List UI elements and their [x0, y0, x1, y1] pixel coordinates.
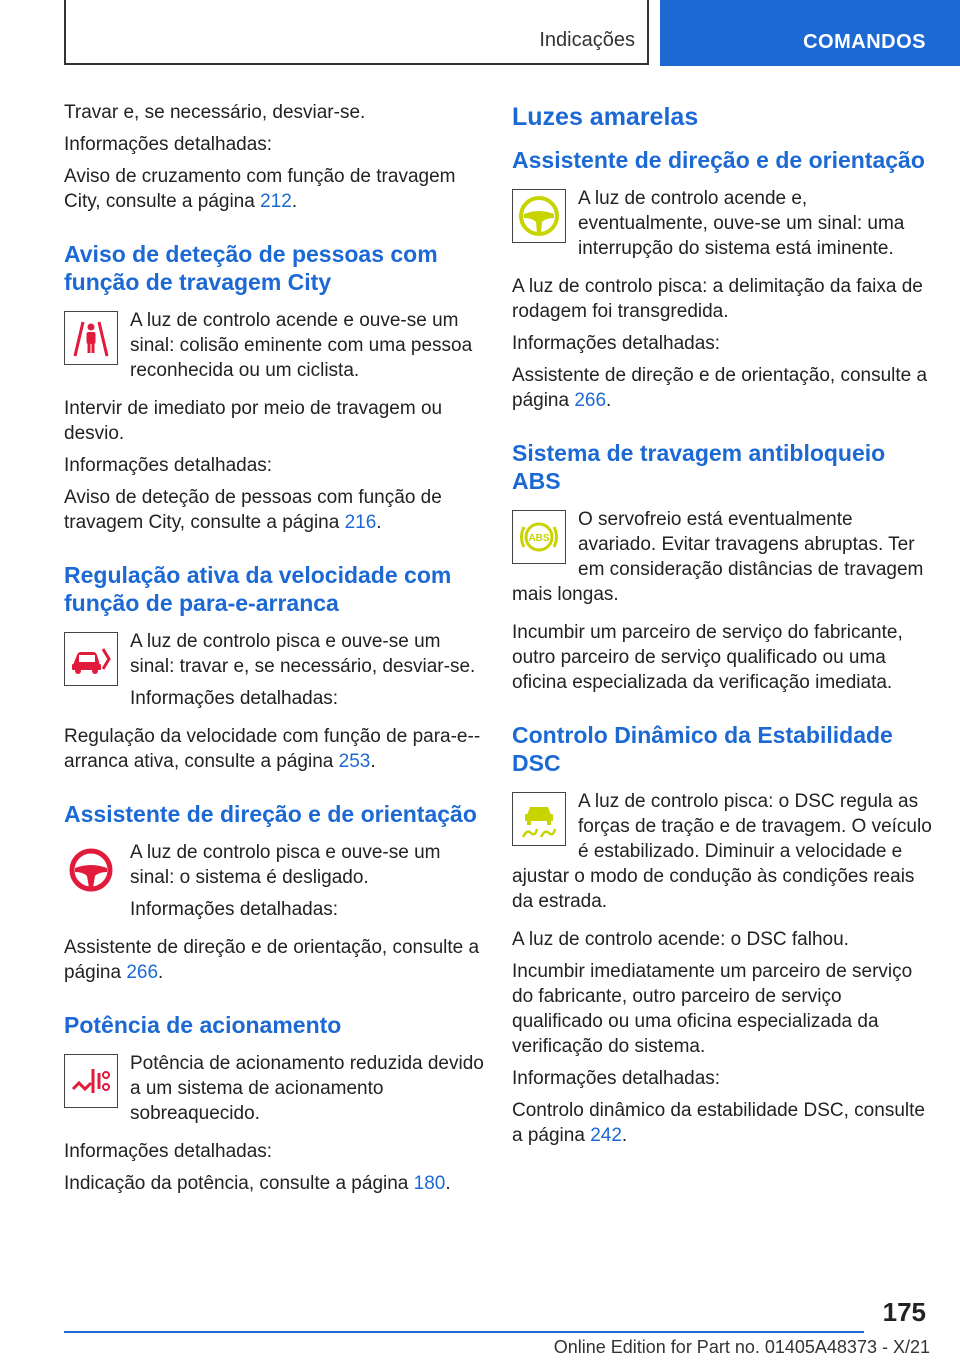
paragraph: Informações detalhadas:	[64, 1141, 273, 1162]
paragraph: Intervir de imediato por meio de travagem ou desvio.	[64, 398, 443, 444]
indicator-text: A luz de controlo acende e ouve-se um sinal: colisão eminente com uma pessoa reconhecida ou um ciclista.	[130, 310, 473, 381]
section-title: Potência de acionamento	[64, 1012, 342, 1038]
left-column	[64, 100, 484, 1203]
indicator-text: A luz de controlo pisca: o DSC regula as forças de tração e de travagem. O veículo é estabilizado. Diminuir a velocidade e ajustar o modo de condução às condições reais da estrada.	[512, 791, 932, 912]
footer-edition: Online Edition for Part no. 01405A48373 - X/21	[553, 1337, 930, 1357]
page-link[interactable]: 212	[260, 191, 292, 212]
abs-warning-icon	[512, 510, 566, 564]
page-link[interactable]: 266	[574, 390, 607, 411]
section-title: Sistema de travagem antibloqueio ABS	[512, 440, 886, 494]
section-title: Assistente de direção e de orientação	[512, 147, 925, 173]
header-rule-left	[64, 0, 66, 64]
page-link[interactable]: 242	[590, 1125, 622, 1146]
indicator-text: Potência de acionamento reduzida devido a um sistema de acionamento sobreaquecido.	[130, 1053, 484, 1124]
reference-paragraph: Regulação da velocidade com função de para-e--arranca ativa, consulte a página 253.	[64, 726, 481, 772]
header-chapter-label: COMANDOS	[803, 31, 926, 53]
indicator-block	[512, 507, 932, 614]
reference-paragraph: Aviso de deteção de pessoas com função de travagem City, consulte a página 216.	[64, 487, 442, 533]
page-link[interactable]: 216	[344, 512, 377, 533]
abs-icon-label: ABS	[528, 533, 550, 544]
indicator-block	[64, 629, 484, 718]
right-column	[512, 100, 932, 1155]
indicator-text: O servofreio está eventualmente avariado. Evitar travagens abruptas. Ter em consideração distâncias de travagem mais longas.	[512, 509, 924, 605]
indicator-text: A luz de controlo acende e, eventualmente, ouve-se um sinal: uma interrupção do sistema está iminente.	[578, 188, 905, 259]
reference-paragraph: Assistente de direção e de orientação, consulte a página 266.	[64, 937, 480, 983]
page-number: 175	[882, 1297, 926, 1327]
paragraph: Incumbir um parceiro de serviço do fabricante, outro parceiro de serviço qualificado ou uma oficina especializada da verificação imediata.	[512, 622, 903, 693]
header-rule-right	[647, 0, 649, 64]
car-collision-warning-icon	[64, 632, 118, 686]
section-title: Controlo Dinâmico da Estabilidade DSC	[512, 722, 893, 776]
paragraph: Informações detalhadas:	[512, 1068, 721, 1089]
drivetrain-power-icon	[64, 1054, 118, 1108]
pedestrian-warning-icon	[64, 311, 118, 365]
reference-paragraph: Assistente de direção e de orientação, consulte a página 266.	[512, 365, 928, 411]
paragraph: Informações detalhadas:	[64, 134, 273, 155]
header-section-title: Indicações	[539, 29, 635, 51]
paragraph: A luz de controlo pisca: a delimitação da faixa de rodagem foi transgredida.	[512, 276, 923, 322]
page-link[interactable]: 180	[413, 1173, 446, 1194]
indicator-block	[64, 840, 484, 929]
header-rule-bottom	[64, 63, 649, 65]
indicator-text: A luz de controlo pisca e ouve-se um sinal: o sistema é desligado.	[130, 842, 441, 888]
indicator-block	[512, 789, 932, 921]
paragraph: Informações detalhadas:	[130, 899, 339, 920]
page-link[interactable]: 253	[338, 751, 371, 772]
section-title: Regulação ativa da velocidade com função de para-e-arranca	[64, 562, 452, 616]
indicator-block	[512, 186, 932, 268]
reference-paragraph: Indicação da potência, consulte a página 180.	[64, 1173, 451, 1194]
paragraph: Informações detalhadas:	[512, 333, 721, 354]
indicator-text: A luz de controlo pisca e ouve-se um sinal: travar e, se necessário, desviar-se.	[130, 631, 476, 677]
section-title: Assistente de direção e de orientação	[64, 801, 477, 827]
footer-rule	[64, 1331, 864, 1333]
indicator-block	[64, 308, 484, 390]
paragraph: A luz de controlo acende: o DSC falhou.	[512, 929, 849, 950]
indicator-block	[64, 1051, 484, 1133]
paragraph: Travar e, se necessário, desviar-se.	[64, 102, 366, 123]
section-title: Aviso de deteção de pessoas com função de travagem City	[64, 241, 438, 295]
paragraph: Informações detalhadas:	[64, 455, 273, 476]
header-chapter-tab	[660, 0, 960, 66]
steering-wheel-red-icon	[64, 843, 118, 897]
page-link[interactable]: 266	[126, 962, 159, 983]
steering-wheel-yellow-icon	[512, 189, 566, 243]
reference-paragraph: Aviso de cruzamento com função de travagem City, consulte a página 212.	[64, 166, 456, 212]
dsc-stability-icon	[512, 792, 566, 846]
paragraph: Informações detalhadas:	[130, 688, 339, 709]
chapter-heading: Luzes amarelas	[512, 103, 699, 131]
paragraph: Incumbir imediatamente um parceiro de serviço do fabricante, outro parceiro de serviço qualificado ou uma oficina especializada da verificação do sistema.	[512, 961, 913, 1057]
reference-paragraph: Controlo dinâmico da estabilidade DSC, consulte a página 242.	[512, 1100, 925, 1146]
